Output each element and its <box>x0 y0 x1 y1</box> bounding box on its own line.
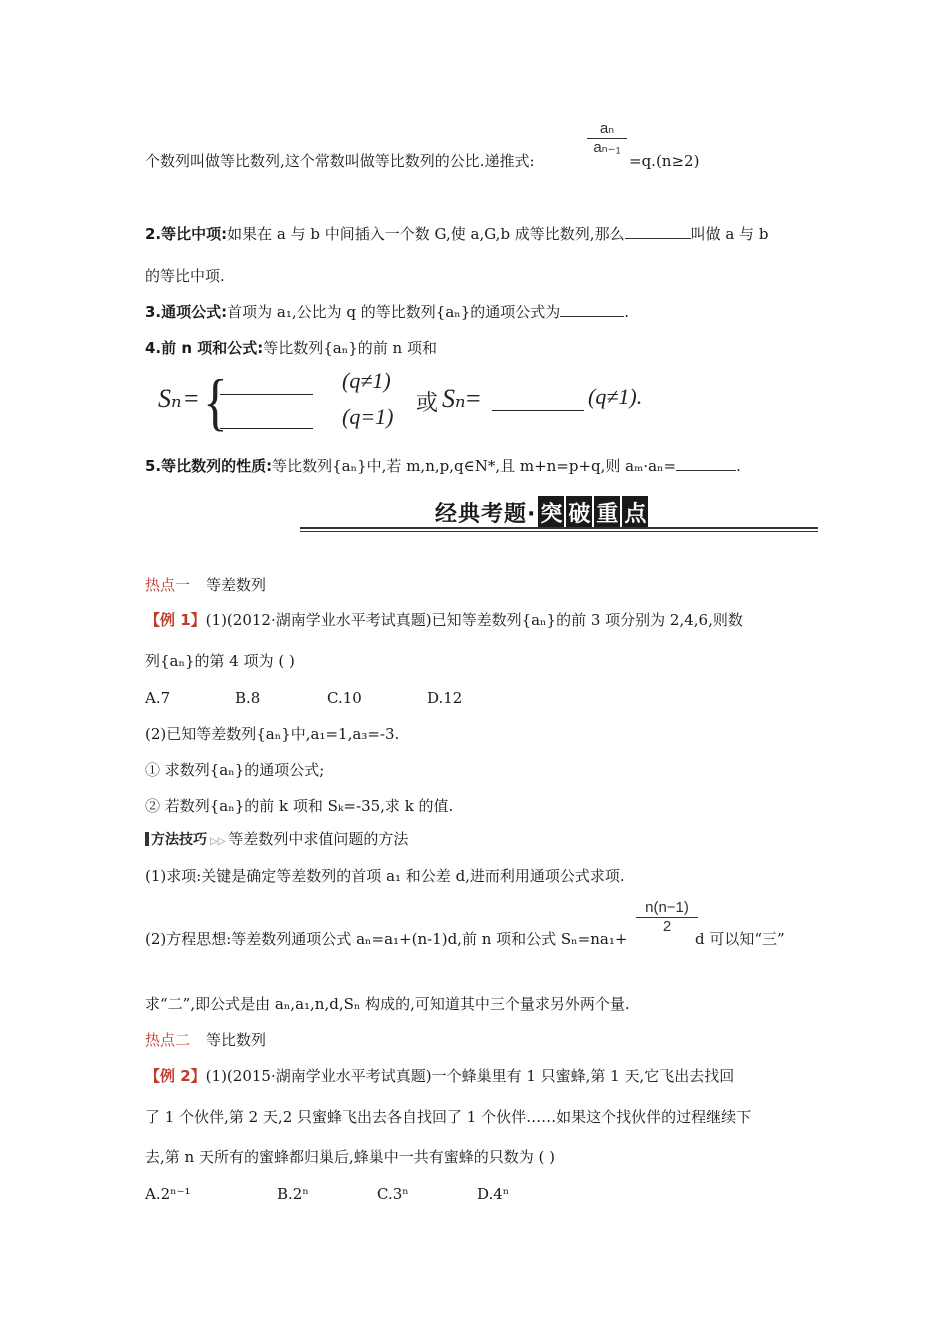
sum-blank-3[interactable] <box>492 410 584 411</box>
ratio-fraction <box>587 120 627 157</box>
item2-blank[interactable] <box>625 224 691 239</box>
sum-eq: = <box>184 384 199 413</box>
ex1-line1 <box>145 610 743 630</box>
tip-p2-after: d 可以知“三” <box>695 930 785 948</box>
banner-rule-1 <box>300 527 818 529</box>
banner-box-4: 点 <box>622 496 648 529</box>
hot1-heading <box>145 575 266 595</box>
item5-line: 5.等比数列的性质:等比数列{aₙ}中,若 m,n,p,q∈N*,且 m+n=p+q,则 aₘ·aₙ= . <box>145 457 741 475</box>
sum-or: 或 <box>416 390 439 415</box>
ex2-line3: 去,第 n 天所有的蜜蜂都归巢后,蜂巢中一共有蜜蜂的只数为 ( ) <box>145 1148 555 1166</box>
sum-eq-2: = <box>466 384 481 413</box>
ex2-option-b: B.2ⁿ <box>277 1185 309 1203</box>
item4-text: 等比数列{aₙ}的前 n 项和 <box>263 339 437 357</box>
tip-title: 等差数列中求值问题的方法 <box>228 830 409 848</box>
item2-line1 <box>145 224 768 244</box>
item4-label: 4.前 n 项和公式: <box>145 339 264 357</box>
item5-label: 5.等比数列的性质: <box>145 457 273 475</box>
ratio-numerator: aₙ <box>599 120 615 137</box>
item2-label: 2.等比中项: <box>145 225 228 243</box>
item5-text: 等比数列{aₙ}中,若 m,n,p,q∈N*,且 m+n=p+q,则 aₘ·aₙ= <box>272 457 677 475</box>
ex1-option-a: A.7 <box>145 689 171 707</box>
double-arrow-icon: ▷▷ <box>210 836 226 847</box>
hot2-heading <box>145 1030 266 1050</box>
ex1-line1-text: (1)(2012·湖南学业水平考试真题)已知等差数列{aₙ}的前 3 项分别为 2,4,6,则数 <box>205 611 743 629</box>
tip-p1: (1)求项:关键是确定等差数列的首项 a₁ 和公差 d,进而利用通项公式求项. <box>145 867 625 885</box>
item2-text2: 叫做 a 与 b <box>690 225 769 243</box>
ex2-line1 <box>145 1066 734 1086</box>
ex2-option-c: C.3ⁿ <box>377 1185 409 1203</box>
section-banner <box>435 496 648 529</box>
item3-blank[interactable] <box>560 302 624 317</box>
tip-p2-before: (2)方程思想:等差数列通项公式 aₙ=a₁+(n-1)d,前 n 项和公式 Sₙ=na₁+ <box>145 930 628 948</box>
banner-rule-2 <box>300 531 818 532</box>
ratio-line-text: 个数列叫做等比数列,这个常数叫做等比数列的公比.递推式: <box>145 152 535 170</box>
ex1-option-c: C.10 <box>327 689 362 707</box>
tip-heading <box>145 829 408 852</box>
ratio-denominator: aₙ₋₁ <box>593 139 621 156</box>
item5-blank[interactable] <box>676 456 736 471</box>
ex1-q2: ② 若数列{aₙ}的前 k 项和 Sₖ=-35,求 k 的值. <box>145 797 454 815</box>
sum-cond-1: (q≠1) <box>342 368 391 393</box>
sum-cond-3: (q≠1). <box>588 384 643 409</box>
ex1-tag: 【例 1】 <box>145 611 206 629</box>
hot2-title: 等比数列 <box>206 1031 267 1049</box>
sum-brace: { <box>203 366 228 437</box>
item3-text: 首项为 a₁,公比为 q 的等比数列{aₙ}的通项公式为 <box>227 303 561 321</box>
ex1-option-b: B.8 <box>235 689 261 707</box>
item3-line: 3.通项公式:首项为 a₁,公比为 q 的等比数列{aₙ}的通项公式为 . <box>145 303 630 321</box>
item3-label: 3.通项公式: <box>145 303 228 321</box>
ex2-option-a: A.2ⁿ⁻¹ <box>145 1185 191 1203</box>
banner-box-3: 重 <box>594 496 620 529</box>
tip-p3: 求“二”,即公式是由 aₙ,a₁,n,d,Sₙ 构成的,可知道其中三个量求另外两个量. <box>145 995 630 1013</box>
sum-cond-2: (q=1) <box>342 404 394 429</box>
sum-fraction <box>636 899 698 936</box>
ex2-line1-text: (1)(2015·湖南学业水平考试真题)一个蜂巢里有 1 只蜜蜂,第 1 天,它飞出去找回 <box>205 1067 735 1085</box>
ex2-option-d: D.4ⁿ <box>477 1185 510 1203</box>
item2-text1: 如果在 a 与 b 中间插入一个数 G,使 a,G,b 成等比数列,那么 <box>227 225 625 243</box>
ratio-line-after: =q.(n≥2) <box>629 152 700 170</box>
sum-blank-2[interactable] <box>220 428 313 429</box>
ex1-option-d: D.12 <box>427 689 463 707</box>
sum-blank-1[interactable] <box>220 394 313 395</box>
hot1-label: 热点一 <box>145 576 191 594</box>
ex1-line2: 列{aₙ}的第 4 项为 ( ) <box>145 652 295 670</box>
item2-text3: 的等比中项. <box>145 267 225 285</box>
banner-box-1: 突 <box>538 496 564 529</box>
sum-lhs-2: Sₙ <box>442 384 466 413</box>
ex2-line2: 了 1 个伙伴,第 2 天,2 只蜜蜂飞出去各自找回了 1 个伙伴……如果这个找伙伴的过程继续下 <box>145 1108 752 1126</box>
hot1-title: 等差数列 <box>206 576 267 594</box>
item4-line <box>145 338 437 358</box>
banner-plain-text: 经典考题· <box>435 502 537 527</box>
sum-lhs: Sₙ <box>158 384 182 413</box>
banner-box-2: 破 <box>566 496 592 529</box>
tip-bar-icon <box>145 832 149 846</box>
ex1-part2: (2)已知等差数列{aₙ}中,a₁=1,a₃=-3. <box>145 725 400 743</box>
ex1-q1: ① 求数列{aₙ}的通项公式; <box>145 761 325 779</box>
ex2-tag: 【例 2】 <box>145 1067 206 1085</box>
sum-fraction-denominator: 2 <box>662 918 672 935</box>
tip-label: 方法技巧 <box>151 832 207 848</box>
hot2-label: 热点二 <box>145 1031 191 1049</box>
sum-fraction-numerator: n(n−1) <box>645 899 689 916</box>
